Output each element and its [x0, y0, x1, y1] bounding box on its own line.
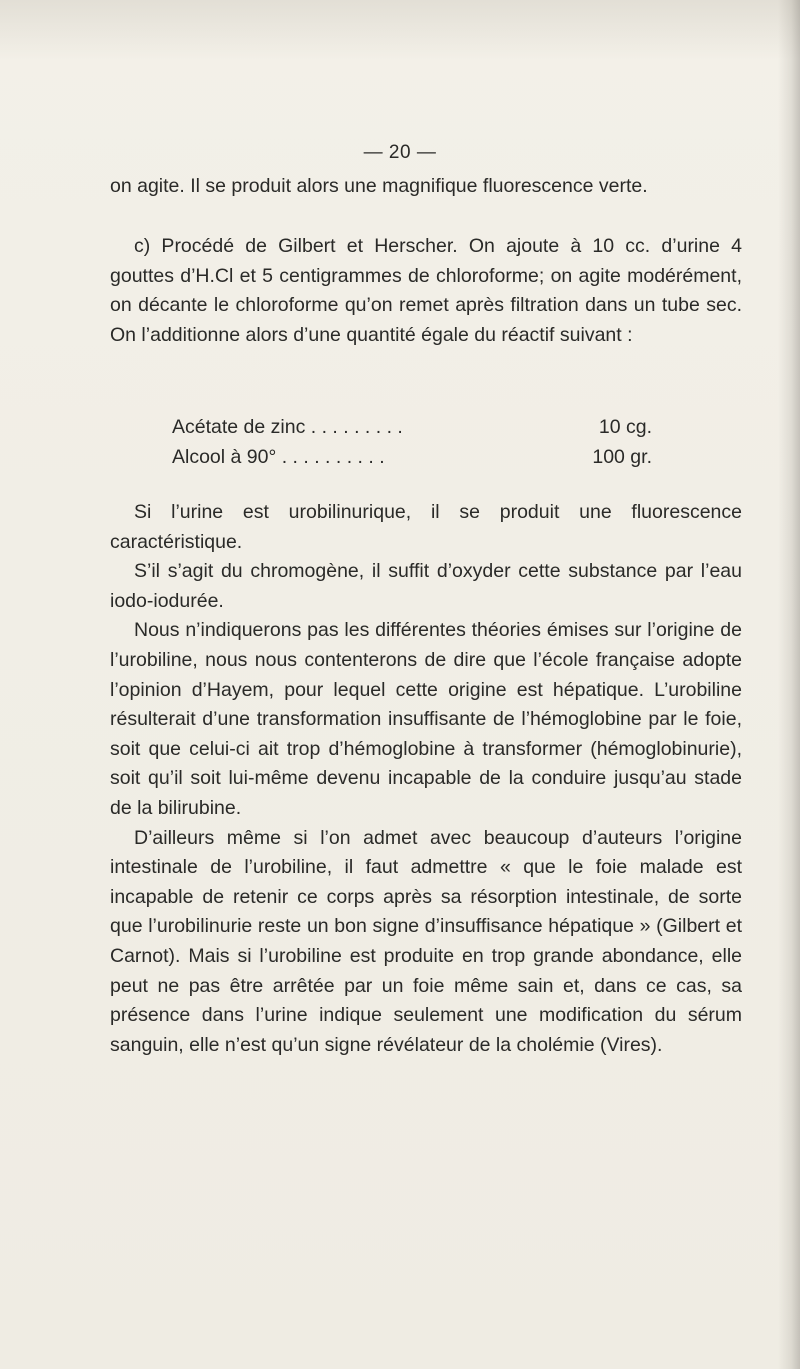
paragraph: Si l’urine est urobilinurique, il se produit une fluorescence caractéristique.: [110, 501, 742, 553]
recipe-amount: 10 cg.: [598, 416, 652, 438]
body-text: [110, 498, 742, 1060]
recipe-row: [172, 412, 652, 442]
procedure-c-block: [110, 232, 742, 350]
reagent-recipe: [172, 412, 652, 472]
page-edge-shadow: [778, 0, 800, 1369]
page-top-shadow: [0, 0, 800, 60]
procedure-c-paragraph: c) Procédé de Gilbert et Herscher. On ajoute à 10 cc. d’urine 4 gouttes d’H.Cl et 5 centigrammes de chloroforme; on agite modérément, on décante le chloroforme qu’on remet après filtration dans un tube sec. On l’additionne alors d’une quantité égale du réactif suivant :: [110, 235, 742, 346]
intro-paragraph: on agite. Il se produit alors une magnifique fluorescence verte.: [110, 175, 648, 197]
page-number: — 20 —: [363, 142, 437, 163]
paragraph: D’ailleurs même si l’on admet avec beaucoup d’auteurs l’origine intestinale de l’urobiline, il faut admettre « que le foie malade est incapable de retenir ce corps après sa résorption intestinale, de sorte que l’urobilinurie reste un bon signe d’insuffisance hépatique » (Gilbert et Carnot). Mais si l’urobiline est produite en trop grande abondance, elle peut ne pas être arrêtée par un foie même sain et, dans ce cas, sa présence dans l’urine indique seulement une modification du sérum sanguin, elle n’est qu’un signe révélateur de la cholémie (Vires).: [110, 826, 742, 1056]
paragraph: Nous n’indiquerons pas les différentes théories émises sur l’origine de l’urobiline, nous nous contenterons de dire que l’école française adopte l’opinion d’Hayem, pour lequel cette origine est hépatique. L’urobiline résulterait d’une transformation insuffisante de l’hémoglobine par le foie, soit que celui-ci ait trop d’hémoglobine à transformer (hémoglobinurie), soit qu’il soit lui-même devenu incapable de la conduire jusqu’au stade de la bilirubine.: [110, 619, 742, 819]
recipe-amount: 100 gr.: [592, 446, 652, 468]
recipe-ingredient: Alcool à 90° . . . . . . . . . .: [172, 446, 385, 468]
intro-block: [110, 172, 742, 202]
recipe-ingredient: Acétate de zinc . . . . . . . . .: [172, 416, 403, 438]
paragraph: S’il s’agit du chromogène, il suffit d’oxyder cette substance par l’eau iodo-iodurée.: [110, 560, 742, 612]
recipe-row: [172, 442, 652, 472]
